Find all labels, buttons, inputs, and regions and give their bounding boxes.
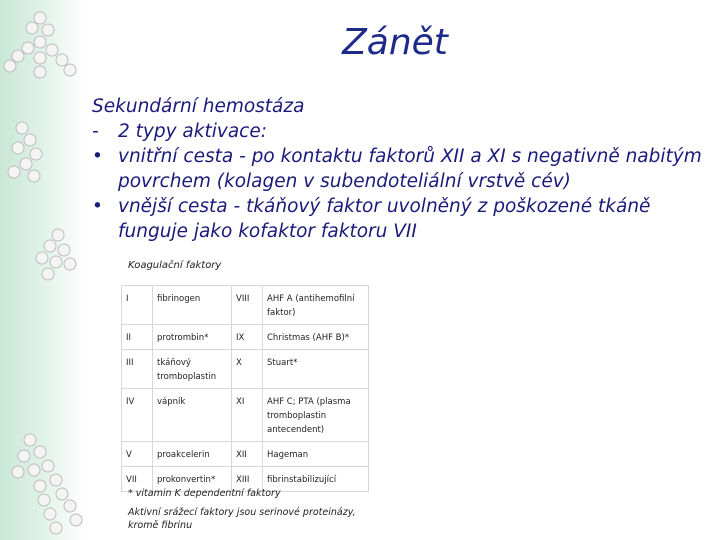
table-row bbox=[122, 442, 369, 467]
section-heading: Sekundární hemostáza bbox=[92, 96, 305, 117]
factor-number: VIII bbox=[232, 286, 263, 325]
factor-name: tkáňový tromboplastin bbox=[153, 350, 232, 389]
factor-name: fibrinstabilizující bbox=[263, 467, 369, 492]
table-row bbox=[122, 389, 369, 442]
factor-number: IX bbox=[232, 325, 263, 350]
list-item-text: 2 typy aktivace: bbox=[118, 121, 267, 142]
list-item-text: vnější cesta - tkáňový faktor uvolněný z poškozené tkáně funguje jako kofaktor faktoru VII bbox=[118, 196, 651, 242]
factor-name: fibrinogen bbox=[153, 286, 232, 325]
coagulation-factors-table bbox=[121, 285, 369, 492]
factor-number: XIII bbox=[232, 467, 263, 492]
protease-footnote: Aktivní srážecí faktory jsou serinové proteinázy, kromě fibrinu bbox=[128, 507, 356, 531]
factor-name: AHF C; PTA (plasma tromboplastin antecendent) bbox=[263, 389, 369, 442]
factor-number: III bbox=[122, 350, 153, 389]
factor-name: vápník bbox=[153, 389, 232, 442]
factor-number: II bbox=[122, 325, 153, 350]
table-row bbox=[122, 325, 369, 350]
factor-name: AHF A (antihemofilní faktor) bbox=[263, 286, 369, 325]
factor-name: proakcelerin bbox=[153, 442, 232, 467]
factor-number: X bbox=[232, 350, 263, 389]
vitamin-k-footnote: * vitamin K dependentní faktory bbox=[128, 488, 281, 499]
factor-number: I bbox=[122, 286, 153, 325]
table-row bbox=[122, 286, 369, 325]
antibody-molecules-icon bbox=[0, 0, 90, 540]
list-item bbox=[92, 144, 712, 194]
factor-number: V bbox=[122, 442, 153, 467]
bullet-marker: • bbox=[92, 196, 103, 217]
factor-number: VII bbox=[122, 467, 153, 492]
slide-body bbox=[92, 94, 712, 244]
factor-number: IV bbox=[122, 389, 153, 442]
list-item bbox=[92, 119, 712, 144]
factor-number: XII bbox=[232, 442, 263, 467]
factor-name: prokonvertin* bbox=[153, 467, 232, 492]
factor-name: Christmas (AHF B)* bbox=[263, 325, 369, 350]
bullet-marker: • bbox=[92, 146, 103, 167]
list-item bbox=[92, 194, 712, 244]
dash-marker: - bbox=[92, 121, 99, 142]
factor-name: protrombin* bbox=[153, 325, 232, 350]
factor-name: Stuart* bbox=[263, 350, 369, 389]
slide-title: Zánět bbox=[342, 22, 448, 63]
table-row bbox=[122, 350, 369, 389]
list-item-text: vnitřní cesta - po kontaktu faktorů XII a XI s negativně nabitým povrchem (kolagen v subendoteliální vrstvě cév) bbox=[118, 146, 702, 192]
factor-name: Hageman bbox=[263, 442, 369, 467]
factor-number: XI bbox=[232, 389, 263, 442]
table-caption: Koagulační faktory bbox=[128, 260, 222, 271]
